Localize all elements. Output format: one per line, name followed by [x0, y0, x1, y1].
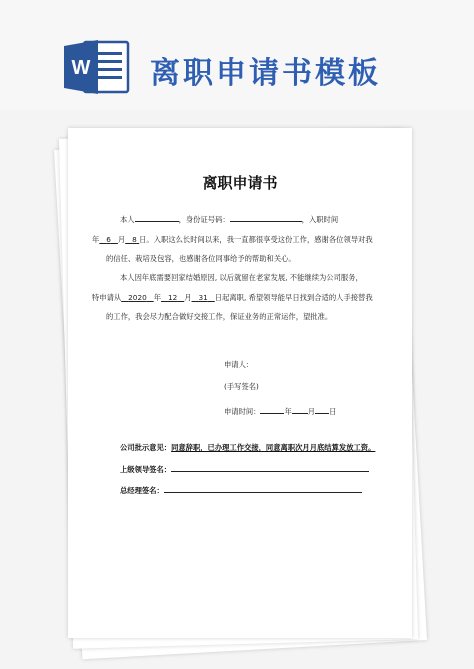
- word-icon: [62, 38, 130, 96]
- paragraph-reason: 本人因年底需要回家结婚原因, 以后就留在老家发展, 不能继续为公司服务， 特申请从 2020 年 12 月 31 日起离职, 希望领导能早日找到合适的人手接替我的工作，我会尽力配合做好交接工作，保证业务的正常运作，望批准。: [92, 273, 373, 321]
- leave-day: 31: [198, 292, 208, 302]
- header-banner: [0, 0, 474, 110]
- leader-signature: 上级领导签名：: [120, 464, 392, 475]
- leave-year: 2020: [128, 292, 147, 302]
- start-day: 8: [132, 234, 137, 244]
- name-blank: [135, 213, 179, 222]
- leave-month: 12: [167, 292, 178, 302]
- applicant-label: 申请人：: [224, 360, 254, 369]
- paragraph-intro: 本人 ，身份证号码： ，入职时间 年 6 月 8 日。入职这么长时间以来，我一直都很享受这份工作，感谢各位领导对我的信任、栽培及包容，也感谢各位同事给予的帮助和关心。: [92, 215, 373, 263]
- id-number-blank: [230, 213, 302, 222]
- signature-hint: (手写签名): [224, 382, 259, 391]
- document-page: [68, 128, 412, 638]
- company-opinion-value: 同意辞职，已办理工作交接，同意离职次月月底结算发放工资。: [171, 443, 376, 452]
- company-opinion: 公司批示意见：同意辞职，已办理工作交接，同意离职次月月底结算发放工资。: [120, 443, 376, 452]
- svg-text:W: W: [71, 57, 91, 79]
- gm-signature: 总经理签名：: [120, 485, 392, 496]
- document-title: 离职申请书: [202, 174, 278, 192]
- start-month: 6: [106, 234, 111, 244]
- application-date: 申请时间： 年 月 日: [224, 407, 337, 416]
- page-title: 离职申请书模板: [150, 56, 381, 91]
